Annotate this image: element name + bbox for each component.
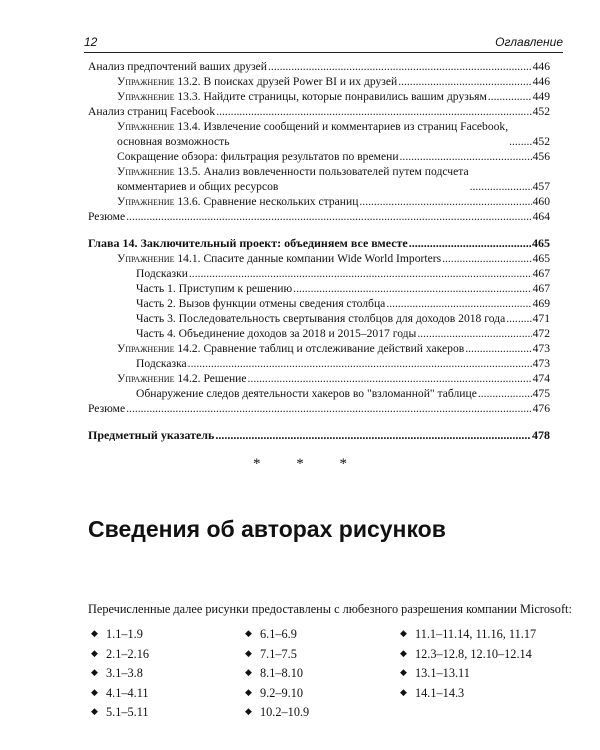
toc-entry[interactable]: Упражнение 14.1. Спасите данные компании Wide World Importers ..... 465 xyxy=(88,251,550,266)
section-heading: Сведения об авторах рисунков xyxy=(88,516,446,542)
running-title: Оглавление xyxy=(495,35,563,49)
toc-entry[interactable]: Часть 2. Вызов функции отмены сведения столбца ..... 469 xyxy=(88,296,550,311)
toc-chapter[interactable]: Глава 14. Заключительный проект: объединяем все вместе ..... 465 xyxy=(88,236,550,251)
toc-entry[interactable]: Резюме ..... 476 xyxy=(88,401,550,416)
toc-entry[interactable]: Упражнение 13.2. В поисках друзей Power BI и их друзей ..... 446 xyxy=(88,74,550,89)
toc-entry[interactable]: Упражнение 13.3. Найдите страницы, которые понравились вашим друзьям ..... 449 xyxy=(88,89,550,104)
page-header xyxy=(84,34,563,53)
diamond-bullet-icon: ◆ xyxy=(400,629,407,639)
diamond-bullet-icon: ◆ xyxy=(400,668,407,678)
toc-entry[interactable]: Анализ предпочтений ваших друзей ..... 446 xyxy=(88,59,550,74)
diamond-bullet-icon: ◆ xyxy=(91,707,98,717)
toc-entry[interactable]: Упражнение 13.6. Сравнение нескольких страниц ..... 460 xyxy=(88,194,550,209)
diamond-bullet-icon: ◆ xyxy=(400,648,407,659)
diamond-bullet-icon: ◆ xyxy=(245,687,252,698)
diamond-bullet-icon: ◆ xyxy=(91,687,98,698)
toc-entry[interactable]: Часть 1. Приступим к решению ..... 467 xyxy=(88,281,550,296)
diamond-bullet-icon: ◆ xyxy=(245,707,252,717)
toc-entry[interactable]: Часть 4. Объединение доходов за 2018 и 2015–2017 годы ..... 472 xyxy=(88,326,550,341)
intro-text: Перечисленные далее рисунки предоставлены с любезного разрешения компании Microsoft: xyxy=(88,602,572,616)
toc-index[interactable]: Предметный указатель ..... 478 xyxy=(88,428,550,443)
table-of-contents xyxy=(88,59,550,443)
toc-entry[interactable]: Сокращение обзора: фильтрация результатов по времени ..... 456 xyxy=(88,149,550,164)
toc-entry[interactable]: Упражнение 13.5. Анализ вовлеченности пользователей путем подсчета комментариев и общих ресурсов ..... 457 xyxy=(88,164,550,194)
section-separator: * * * xyxy=(253,456,363,472)
toc-entry[interactable]: Упражнение 14.2. Решение ..... 474 xyxy=(88,371,550,386)
toc-entry[interactable]: Подсказка ..... 473 xyxy=(88,356,550,371)
diamond-bullet-icon: ◆ xyxy=(91,629,98,639)
toc-entry[interactable]: Упражнение 13.4. Извлечение сообщений и комментариев из страниц Facebook, основная возможность ..... 452 xyxy=(88,119,550,149)
page-number: 12 xyxy=(84,35,98,49)
toc-entry[interactable]: Резюме ..... 464 xyxy=(88,209,550,224)
toc-entry[interactable]: Часть 3. Последовательность свертывания столбцов для доходов 2018 года ..... 471 xyxy=(88,311,550,326)
toc-entry[interactable]: Подсказки ..... 467 xyxy=(88,266,550,281)
toc-entry[interactable]: Обнаружение следов деятельности хакеров во "взломанной" таблице ..... 475 xyxy=(88,386,550,401)
diamond-bullet-icon: ◆ xyxy=(91,648,98,659)
diamond-bullet-icon: ◆ xyxy=(400,687,407,698)
toc-entry[interactable]: Анализ страниц Facebook ..... 452 xyxy=(88,104,550,119)
diamond-bullet-icon: ◆ xyxy=(245,668,252,678)
toc-entry[interactable]: Упражнение 14.2. Сравнение таблиц и отслеживание действий хакеров ..... 473 xyxy=(88,341,550,356)
diamond-bullet-icon: ◆ xyxy=(91,668,98,678)
diamond-bullet-icon: ◆ xyxy=(245,648,252,659)
diamond-bullet-icon: ◆ xyxy=(245,629,252,639)
